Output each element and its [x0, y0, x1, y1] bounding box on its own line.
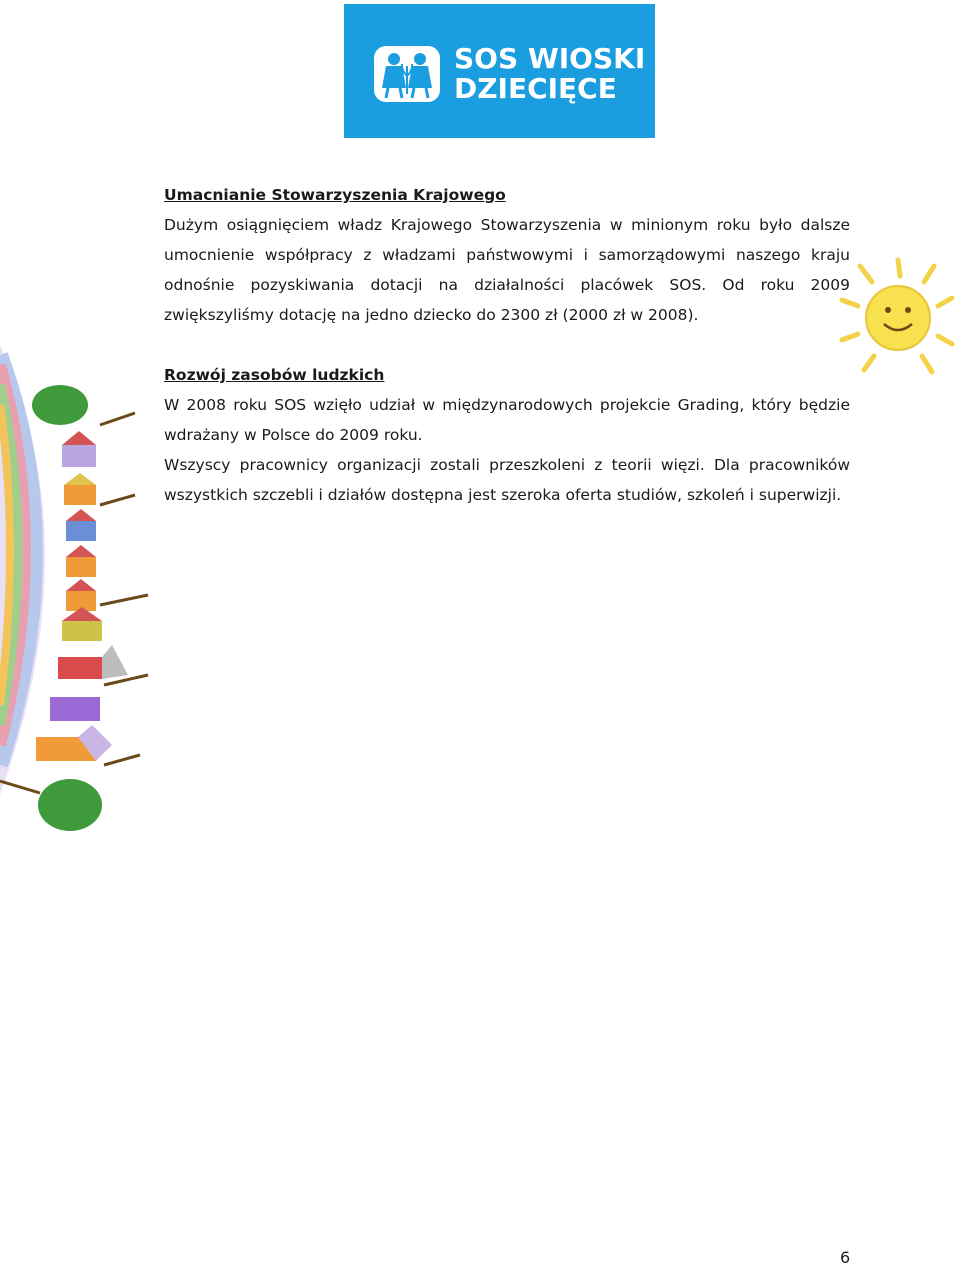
section-heading-association: Umacnianie Stowarzyszenia Krajowego: [164, 186, 506, 204]
page-number: 6: [840, 1248, 851, 1267]
sos-logo: [344, 4, 655, 138]
paragraph-grading: W 2008 roku SOS wzięło udział w międzynarodowych projekcie Grading, który będzie wdrażany w Polsce do 2009 roku.: [164, 396, 850, 444]
sun-drawing-icon: [838, 252, 960, 382]
paragraph-association: Dużym osiągnięciem władz Krajowego Stowarzyszenia w minionym roku było dalsze umocnienie współpracy z władzami państwowymi i samorządowymi naszego kraju odnośnie pozyskiwania dotacji na działalności placówek SOS. Od roku 2009 zwiększyliśmy dotację na jedno dziecko do 2300 zł (2000 zł w 2008).: [164, 216, 850, 324]
document-body: [164, 180, 850, 510]
logo-line-2: DZIECIĘCE: [454, 72, 617, 105]
rainbow-village-drawing-icon: [0, 345, 160, 845]
section-heading-human-resources: Rozwój zasobów ludzkich: [164, 366, 385, 384]
section-spacer: [164, 330, 850, 360]
logo-line-1: SOS WIOSKI: [454, 42, 646, 75]
paragraph-training: Wszyscy pracownicy organizacji zostali przeszkoleni z teorii więzi. Dla pracowników wszystkich szczebli i działów dostępna jest szeroka oferta studiów, szkoleń i superwizji.: [164, 456, 850, 504]
logo-wordmark: [454, 44, 645, 104]
